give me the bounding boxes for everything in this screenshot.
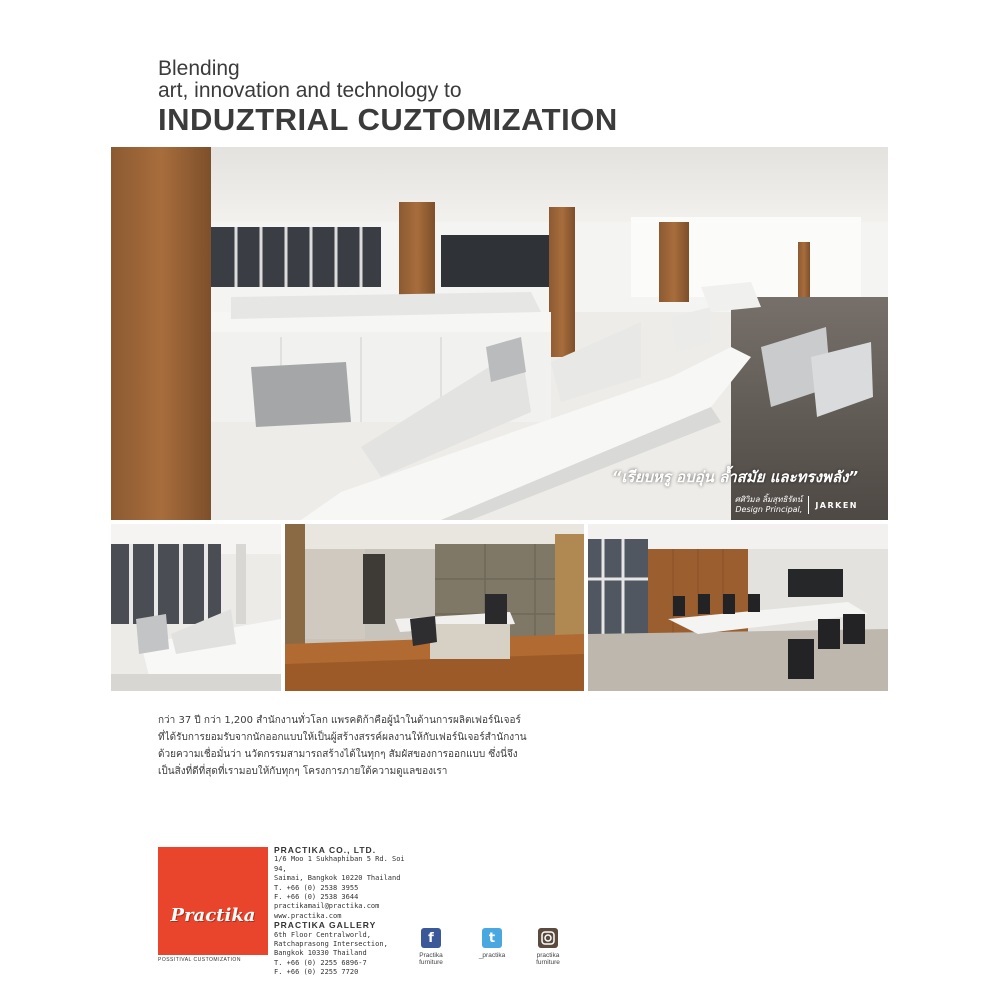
quote-text: “เรียบหรู อบอุ่น ล้ำสมัย และทรงพลัง” [611,468,858,486]
gallery-name: PRACTIKA GALLERY [274,920,377,931]
description-line: ด้วยความเชื่อมั่นว่า นวัตกรรมสามารถสร้างได้ในทุกๆ สัมผัสของการออกแบบ ซึ่งนี่จึง [158,749,518,760]
headline [158,58,758,138]
twitter-icon: t [482,928,502,948]
facebook-link[interactable] [409,928,453,966]
logo-tagline: POSSITIVAL CUSTOMIZATION [158,957,241,963]
headline-line-2: art, innovation and technology to [158,79,462,102]
company-email[interactable]: practikamail@practika.com [274,902,380,911]
instagram-label: practika furniture [536,952,560,966]
description-paragraph [158,712,618,780]
logo-wordmark: Practika [170,905,256,926]
facebook-label: Practika furniture [419,952,443,966]
headline-title: INDUZTRIAL CUZTOMIZATION [158,102,618,137]
instagram-link[interactable] [526,928,570,966]
company-name: PRACTIKA CO., LTD. [274,845,377,855]
hero-office-photo [111,147,888,520]
company-address-line: 1/6 Moo 1 Sukhaphiban 5 Rd. Soi 94, [274,855,405,873]
facebook-icon: f [421,928,441,948]
contact-block [274,846,414,978]
instagram-icon [538,928,558,948]
gallery-address-line: 6th Floor Centralworld, [274,930,371,939]
quote-author-title: Design Principal, [735,505,803,514]
company-address-line: Saimai, Bangkok 10220 Thailand [274,874,401,883]
meeting-room-photo [588,524,888,691]
gallery-address-line: Bangkok 10330 Thailand [274,949,367,958]
workstation-photo [111,524,281,691]
gallery-fax: F. +66 (0) 2255 7720 [274,968,359,977]
gallery-phone: T. +66 (0) 2255 6896-7 [274,958,367,967]
executive-office-photo [285,524,584,691]
quote-author [735,495,803,515]
quote-author-name: ศศิวิมล ลิ้มสุทธิรัตน์ [734,495,803,504]
gallery-address-line: Ratchaprasong Intersection, [274,940,388,949]
quote-attribution [612,495,858,515]
description-line: กว่า 37 ปี กว่า 1,200 สำนักงานทั่วโลก แพรคติก้าคือผู้นำในด้านการผลิตเฟอร์นิเจอร์ [158,715,521,726]
company-fax: F. +66 (0) 2538 3644 [274,893,359,902]
description-line: ที่ได้รับการยอมรับจากนักออกแบบให้เป็นผู้สร้างสรรค์ผลงานให้กับเฟอร์นิเจอร์สำนักงาน [158,732,527,743]
quote-divider [808,496,809,514]
headline-line-1: Blending [158,57,240,80]
practika-logo [158,847,268,955]
twitter-label: _practika [478,952,506,959]
twitter-link[interactable] [470,928,514,959]
hero-quote [612,465,858,515]
company-phone: T. +66 (0) 2538 3955 [274,883,359,892]
quote-brand: JARKEN [815,500,858,510]
description-line: เป็นสิ่งที่ดีที่สุดที่เรามอบให้กับทุกๆ โครงการภายใต้ความดูแลของเรา [158,766,448,777]
company-website[interactable]: www.practika.com [274,911,342,920]
